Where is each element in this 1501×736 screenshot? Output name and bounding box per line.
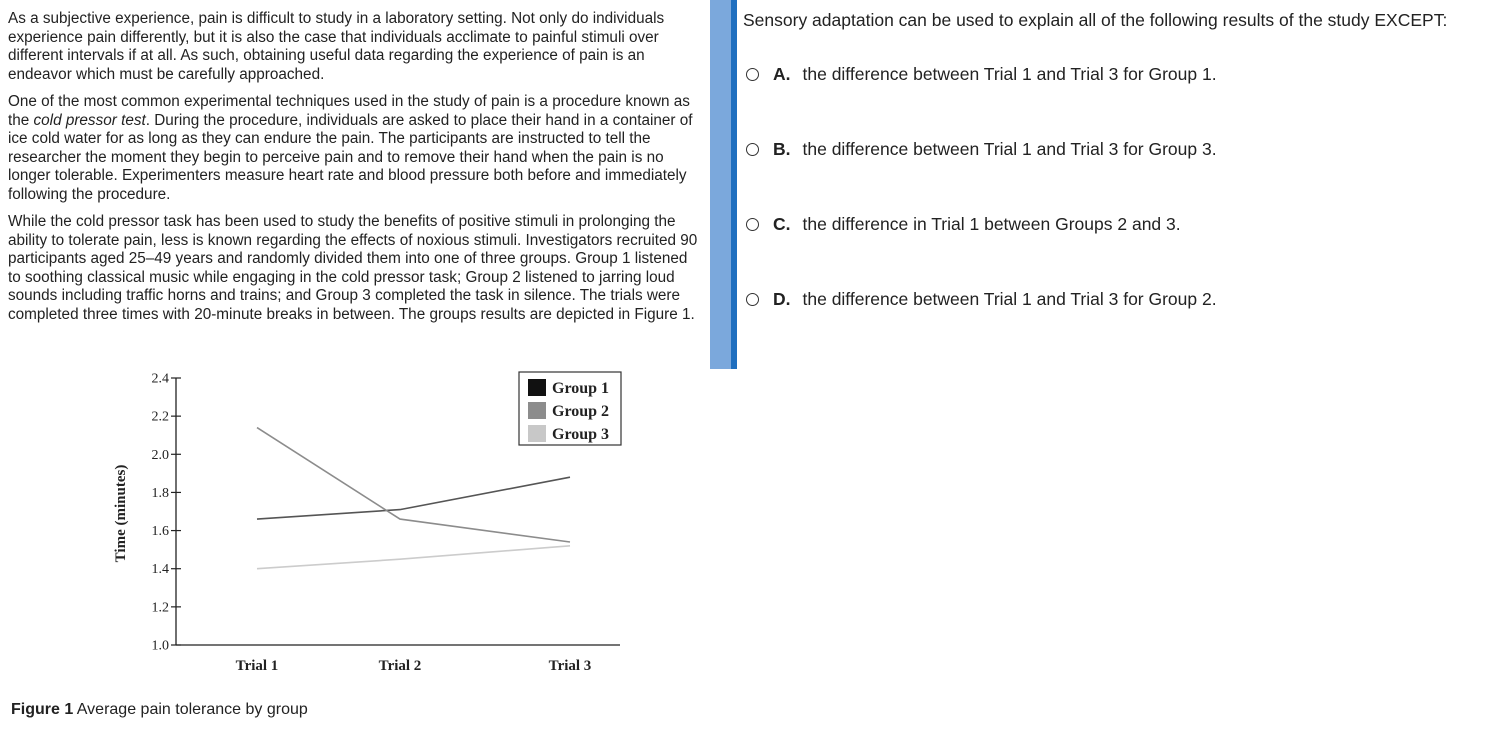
y-tick-label: 1.8 bbox=[151, 485, 169, 501]
passage-paragraph-2 bbox=[8, 93, 703, 204]
choice-d-letter: D. bbox=[773, 289, 791, 309]
choice-d[interactable] bbox=[746, 289, 1217, 310]
passage-paragraph-1: As a subjective experience, pain is difficult to study in a laboratory setting. Not only do individuals experience pain differently, but it is also the case that individuals acclimate to painful stimuli over different intervals if at all. As such, obtaining useful data regarding the experience of pain is an endeavor which must be carefully approached. bbox=[8, 10, 665, 83]
choice-a-text: the difference between Trial 1 and Trial 3 for Group 1. bbox=[802, 64, 1217, 84]
legend-swatch-group-2 bbox=[528, 402, 546, 419]
legend-swatch-group-3 bbox=[528, 425, 546, 442]
figure-caption bbox=[11, 701, 308, 719]
y-tick-label: 1.6 bbox=[151, 524, 169, 540]
figure-1 bbox=[100, 362, 640, 682]
y-tick-label: 1.4 bbox=[151, 562, 169, 578]
choice-b-text: the difference between Trial 1 and Trial 3 for Group 3. bbox=[802, 139, 1217, 159]
radio-b-icon[interactable] bbox=[746, 143, 759, 156]
radio-d-icon[interactable] bbox=[746, 293, 759, 306]
radio-c-icon[interactable] bbox=[746, 218, 759, 231]
choice-c[interactable] bbox=[746, 214, 1181, 235]
line-chart bbox=[100, 362, 640, 682]
radio-a-icon[interactable] bbox=[746, 68, 759, 81]
choice-c-text: the difference in Trial 1 between Groups 2 and 3. bbox=[802, 214, 1181, 234]
choice-b-letter: B. bbox=[773, 139, 791, 159]
choice-c-letter: C. bbox=[773, 214, 791, 234]
legend-label-group-1: Group 1 bbox=[552, 380, 610, 397]
y-tick-label: 2.2 bbox=[151, 409, 169, 425]
x-tick-label: Trial 3 bbox=[548, 658, 592, 674]
choice-b[interactable] bbox=[746, 139, 1217, 160]
legend-label-group-2: Group 2 bbox=[552, 403, 610, 420]
passage-paragraph-2-end: . During the procedure, individuals are asked to place their hand in a container of ice cold water for as long as they can endure the pain. The participants are instructed to tell the researcher the moment they begin to perceive pain and to remove their hand when the pain is no longer tolerable. Experimenters measure heart rate and blood pressure both before and immediately following the procedure. bbox=[8, 111, 693, 203]
y-tick-label: 2.0 bbox=[151, 447, 169, 463]
series-line-group-1 bbox=[257, 477, 570, 519]
y-tick-label: 1.2 bbox=[151, 600, 169, 616]
pane-divider[interactable] bbox=[710, 0, 737, 369]
x-tick-label: Trial 1 bbox=[235, 658, 279, 674]
legend-swatch-group-1 bbox=[528, 379, 546, 396]
passage-paragraph-3: While the cold pressor task has been used to study the benefits of positive stimuli in prolonging the ability to tolerate pain, less is known regarding the effects of noxious stimuli. Investigators recruited 90 participants aged 25–49 years and randomly divided them into one of three groups. Group 1 listened to soothing classical music while engaging in the cold pressor task; Group 2 listened to jarring loud sounds including traffic horns and trains; and Group 3 completed the task in silence. The trials were completed three times with 20-minute breaks in between. The groups results are depicted in Figure 1. bbox=[8, 213, 698, 323]
y-tick-label: 2.4 bbox=[151, 371, 169, 387]
legend-label-group-3: Group 3 bbox=[552, 426, 610, 443]
y-axis-label: Time (minutes) bbox=[113, 464, 129, 563]
choice-a-letter: A. bbox=[773, 64, 791, 84]
cold-pressor-term: cold pressor test bbox=[33, 111, 146, 129]
passage-paragraph-2-start: One of the most common experimental techniques used in the study of pain is a procedure known as the bbox=[8, 93, 690, 129]
x-tick-label: Trial 2 bbox=[378, 658, 422, 674]
series-line-group-3 bbox=[257, 546, 570, 569]
choice-d-text: the difference between Trial 1 and Trial 3 for Group 2. bbox=[802, 289, 1217, 309]
pane-divider-stripe bbox=[731, 0, 737, 369]
passage bbox=[8, 10, 703, 333]
figure-caption-text: Average pain tolerance by group bbox=[73, 701, 308, 718]
y-tick-label: 1.0 bbox=[151, 638, 169, 654]
figure-caption-label: Figure 1 bbox=[11, 701, 74, 718]
question-stem: Sensory adaptation can be used to explain all of the following results of the study EXCEPT: bbox=[743, 10, 1448, 30]
choice-a[interactable] bbox=[746, 64, 1217, 85]
